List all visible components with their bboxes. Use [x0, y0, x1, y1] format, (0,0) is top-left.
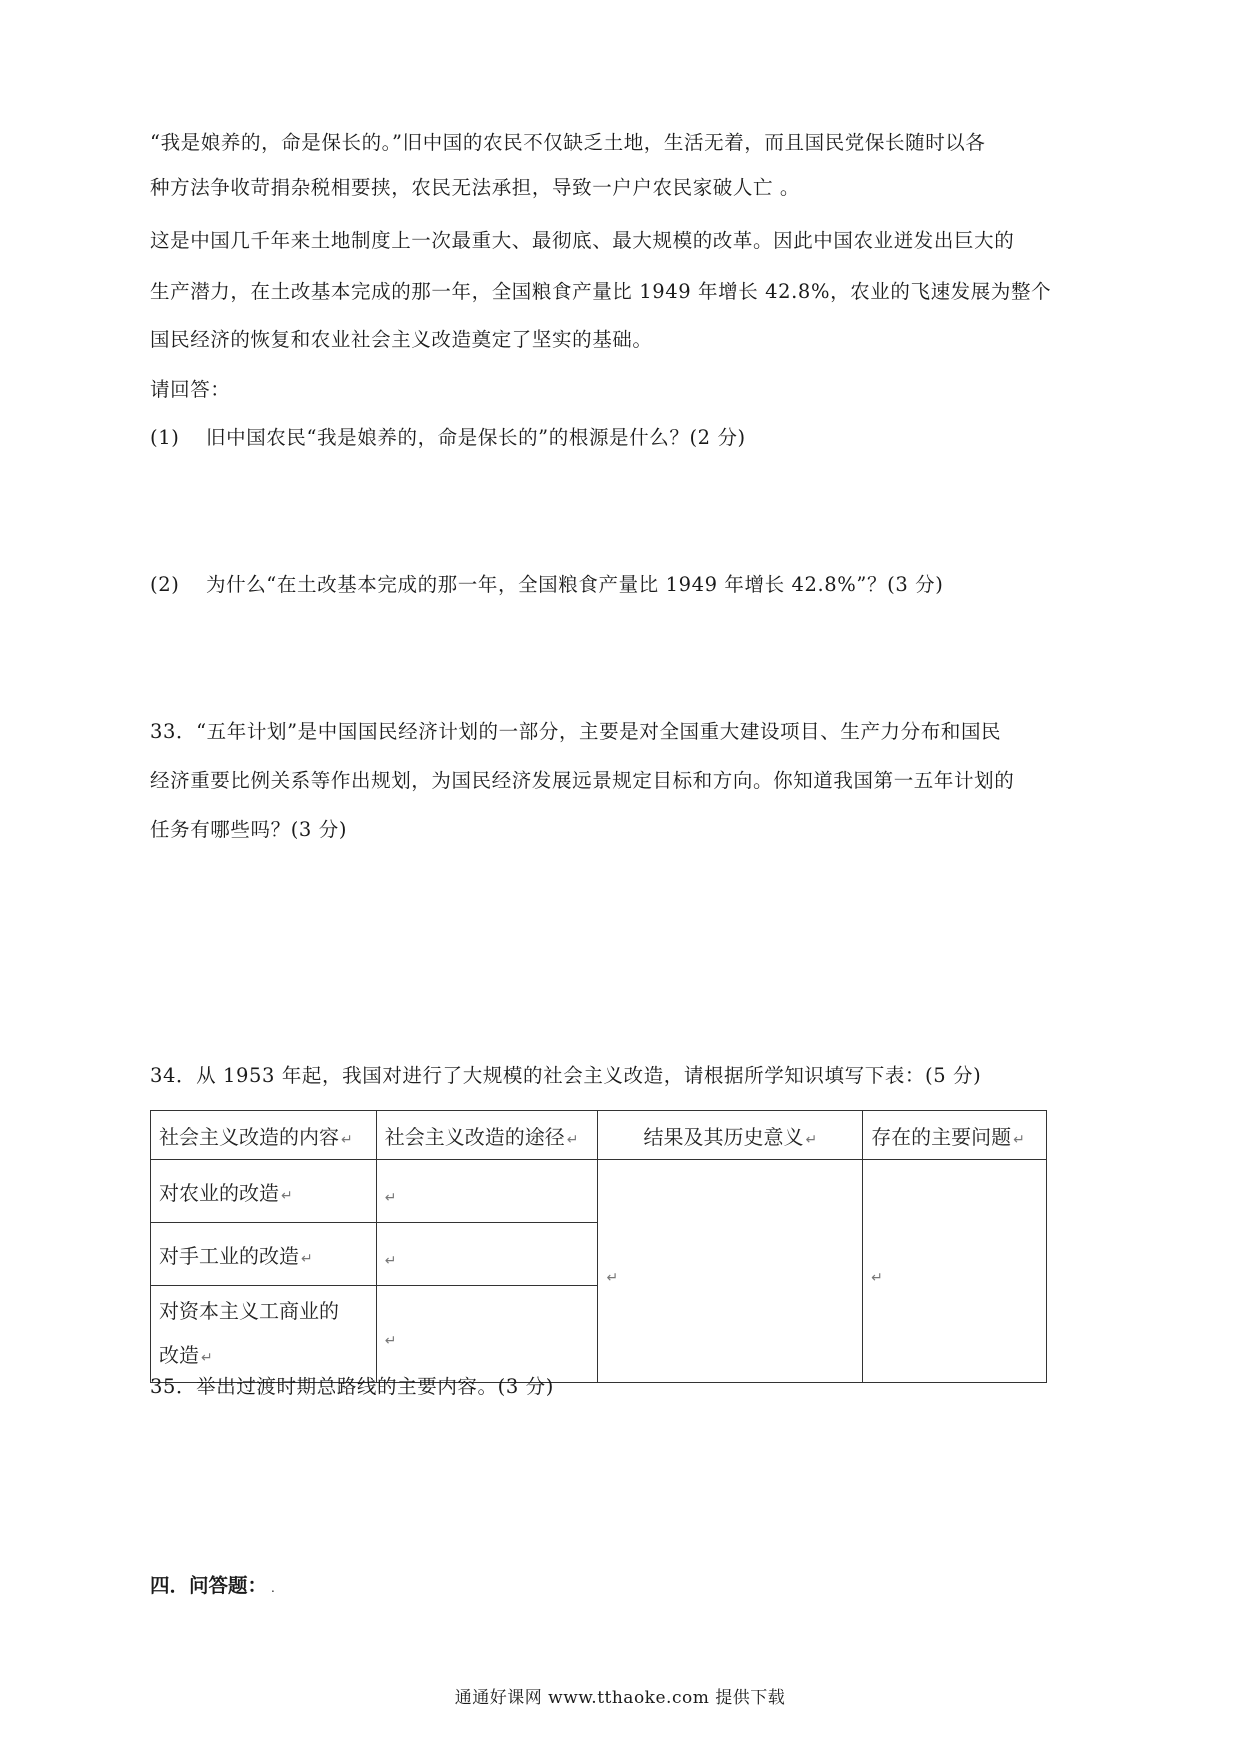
- q32-sub2-number: (2): [150, 573, 180, 596]
- q32-sub1-text: 旧中国农民“我是娘养的，命是保长的”的根源是什么？(2 分): [206, 426, 746, 449]
- section-4-heading: 四．问答题： .: [150, 1574, 275, 1597]
- q33-line-1: 33．“五年计划”是中国国民经济计划的一部分，主要是对全国重大建设项目、生产力分布和国民: [150, 720, 1002, 743]
- q35-text: 35．举出过渡时期总路线的主要内容。(3 分): [150, 1375, 554, 1398]
- header-content: 社会主义改造的内容 ↵: [151, 1111, 377, 1160]
- answer-prompt: 请回答：: [150, 378, 231, 401]
- q33-line-3: 任务有哪些吗？(3 分): [150, 818, 348, 841]
- table-header-row: [151, 1111, 1047, 1160]
- cell-agriculture-method[interactable]: ↵: [376, 1160, 598, 1223]
- q32-sub1: [150, 424, 746, 452]
- header-method: 社会主义改造的途径 ↵: [376, 1111, 598, 1160]
- header-result-significance: 结果及其历史意义 ↵: [598, 1111, 863, 1160]
- passage-line-3: 这是中国几千年来土地制度上一次最重大、最彻底、最大规模的改革。因此中国农业迸发出巨大的: [150, 229, 1015, 252]
- cell-result-significance[interactable]: ↵: [598, 1160, 863, 1383]
- passage-line-5: 国民经济的恢复和农业社会主义改造奠定了坚实的基础。: [150, 328, 653, 351]
- q32-sub2-text: 为什么“在土改基本完成的那一年，全国粮食产量比 1949 年增长 42.8%”？(3 分): [206, 573, 944, 596]
- socialist-transformation-table: [150, 1110, 1047, 1383]
- table-row-agriculture: [151, 1160, 1047, 1223]
- cell-capitalist-industry: 对资本主义工商业的 改造 ↵: [151, 1286, 377, 1383]
- q33-line-2: 经济重要比例关系等作出规划，为国民经济发展远景规定目标和方向。你知道我国第一五年计划的: [150, 769, 1015, 792]
- passage-line-4: 生产潜力，在土改基本完成的那一年，全国粮食产量比 1949 年增长 42.8%，农业的飞速发展为整个: [150, 280, 1052, 303]
- footer-source: 通通好课网 www.tthaoke.com 提供下载: [454, 1688, 786, 1708]
- passage-line-1: “我是娘养的，命是保长的。”旧中国的农民不仅缺乏土地，生活无着，而且国民党保长随时以各: [150, 131, 986, 154]
- header-main-problems: 存在的主要问题 ↵: [863, 1111, 1047, 1160]
- q32-sub1-number: (1): [150, 426, 180, 449]
- cell-capitalist-industry-method[interactable]: ↵: [376, 1286, 598, 1383]
- q32-sub2: [150, 571, 943, 599]
- cell-agriculture: 对农业的改造 ↵: [151, 1160, 377, 1223]
- cell-handicraft-method[interactable]: ↵: [376, 1223, 598, 1286]
- cell-main-problems[interactable]: ↵: [863, 1160, 1047, 1383]
- q34-text: 34．从 1953 年起，我国对进行了大规模的社会主义改造，请根据所学知识填写下表：(5 分): [150, 1064, 982, 1087]
- passage-line-2: 种方法争收苛捐杂税相要挟，农民无法承担，导致一户户农民家破人亡 。: [150, 176, 800, 199]
- cell-handicraft: 对手工业的改造 ↵: [151, 1223, 377, 1286]
